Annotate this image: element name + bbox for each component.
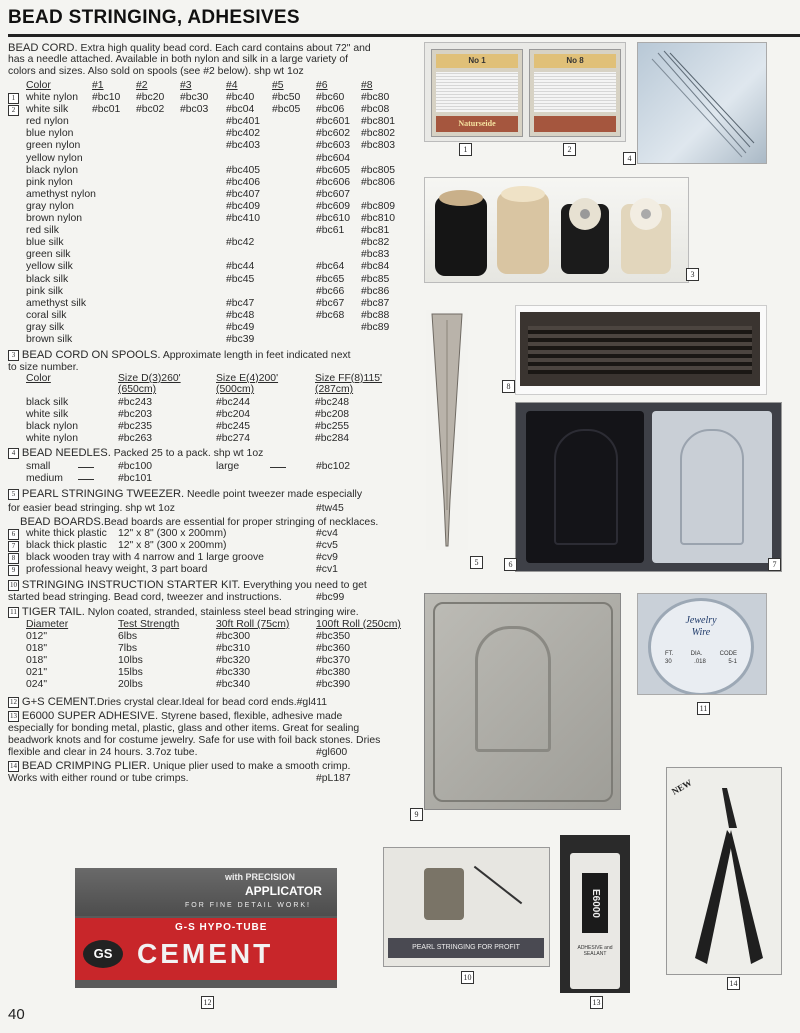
bead-cord-table — [8, 80, 413, 350]
tiger-cell: #bc320 — [216, 655, 251, 666]
cord-code-cell: #bc601 — [316, 116, 351, 128]
tiger-cell: #bc360 — [316, 643, 351, 654]
photo-label-6: 6 — [504, 558, 517, 571]
cord-spools-photo — [424, 177, 689, 283]
cord-code-cell: #bc809 — [361, 200, 396, 212]
board-code-cell: #cv9 — [316, 552, 338, 563]
e6000-desc-2: beadwork knots and for costume jewelry. Safe for use with foil back stones. Dries — [8, 735, 381, 746]
wire-brand-2: Wire — [691, 627, 711, 638]
wire-spec-values — [665, 659, 737, 665]
needle-dash — [78, 467, 94, 468]
plier-code: #pL187 — [316, 773, 351, 784]
white-board-arch — [680, 429, 744, 545]
board-desc-cell: white thick plastic — [26, 528, 107, 539]
bead-cord-desc-1: Extra high quality bead cord. Each card contains about 72" and — [77, 43, 371, 54]
spool-col-header: Color — [26, 373, 51, 384]
cord-code-cell: #bc87 — [361, 297, 390, 309]
wire-col-code: CODE — [719, 651, 737, 657]
cement-desc: Dries crystal clear.Ideal for bead cord ends. — [96, 697, 297, 708]
cord-code-cell: #bc806 — [361, 176, 396, 188]
wire-col-ft: FT. — [665, 651, 674, 657]
photo-label-5: 5 — [470, 556, 483, 569]
black-bead-board — [526, 411, 644, 563]
cord-code-cell: #bc68 — [316, 309, 345, 321]
spool-color-cell: white nylon — [26, 433, 78, 444]
spools-illustration — [425, 178, 688, 282]
cord-col-header: Color — [26, 80, 51, 91]
tiger-table — [8, 619, 413, 693]
black-board-arch — [554, 429, 618, 545]
e6000-tube-sub: ADHESIVE and SEALANT — [577, 945, 613, 957]
photo-label-8: 8 — [502, 380, 515, 393]
photo-label-7: 7 — [768, 558, 781, 571]
spools-heading-line — [8, 349, 351, 362]
cord-code-cell: #bc86 — [361, 285, 390, 297]
cord-code-cell: #bc81 — [361, 225, 390, 237]
cord-color-cell: brown nylon — [26, 213, 83, 224]
e6000-desc-3: flexible and clear in 24 hours. 3.7oz tube. — [8, 747, 198, 758]
wire-val-dia: .018 — [694, 659, 706, 665]
spool-code-cell: #bc248 — [315, 397, 350, 408]
cord-code-cell: #bc609 — [316, 200, 351, 212]
wire-val-code: 5-1 — [728, 659, 737, 665]
board-desc-cell: professional heavy weight, 3 part board — [26, 564, 208, 575]
cord-code-cell: #bc605 — [316, 164, 351, 176]
spool-code-cell: #bc235 — [118, 421, 153, 432]
item-number-11: 11 — [8, 607, 19, 618]
cord-code-cell: #bc83 — [361, 249, 390, 261]
cord-code-cell: #bc42 — [226, 237, 255, 249]
cord-code-cell: #bc47 — [226, 297, 255, 309]
cord-color-cell: blue silk — [26, 237, 64, 249]
cement-heading: G+S CEMENT. — [21, 696, 97, 708]
cord-col-header: #5 — [272, 80, 284, 91]
e6000-heading-line — [8, 710, 342, 723]
photo-label-13: 13 — [590, 996, 603, 1009]
tweezer-heading-line — [8, 488, 362, 501]
bead-cord-desc-2: has a needle attached. Available in both nylon and silk in a large variety of — [8, 54, 349, 65]
needles-heading: BEAD NEEDLES. — [21, 447, 111, 459]
cord-code-cell: #bc06 — [316, 104, 345, 116]
cord-color-cell: white silk — [26, 104, 69, 116]
gs-logo: GS — [83, 940, 123, 968]
crimping-plier-photo — [666, 767, 782, 975]
tiger-cell: #bc390 — [316, 679, 351, 690]
board-desc-cell: black thick plastic — [26, 540, 107, 551]
tiger-tail-spool-photo — [637, 593, 767, 695]
bead-needles-photo — [637, 42, 767, 164]
spools-desc-2: to size number. — [8, 362, 79, 373]
tiger-cell: 024" — [26, 679, 48, 690]
item-number-2: 2 — [8, 105, 19, 116]
needle-code-cell: #bc100 — [118, 461, 153, 472]
tiger-cell: #bc350 — [316, 631, 351, 642]
cord-code-cell: #bc85 — [361, 273, 390, 285]
cord-col-header: #2 — [136, 80, 148, 91]
photo-label-1: 1 — [459, 143, 472, 156]
cord-code-cell: #bc49 — [226, 321, 255, 333]
cord-card-1-thread — [436, 72, 518, 112]
cord-color-cell: white nylon — [26, 92, 78, 103]
item-number-6: 6 — [8, 529, 19, 540]
needle-size-cell: large — [216, 461, 240, 472]
bead-cord-desc-3: colors and sizes. Also sold on spools (see #2 below). shp wt 1oz — [8, 66, 304, 77]
wire-spec-headers — [665, 651, 737, 657]
cement-line — [8, 696, 327, 709]
tiger-col-header: Test Strength — [118, 619, 180, 630]
plier-heading-line — [8, 760, 350, 773]
cord-code-cell: #bc607 — [316, 188, 351, 200]
white-bead-board — [652, 411, 772, 563]
photo-label-12: 12 — [201, 996, 214, 1009]
kit-desc: Everything you need to get — [240, 580, 367, 591]
cord-color-cell: gray nylon — [26, 200, 74, 212]
cord-code-cell: #bc604 — [316, 152, 351, 164]
cord-color-cell: black silk — [26, 273, 69, 285]
tiger-cell: #bc310 — [216, 643, 251, 654]
wire-val-ft: 30 — [665, 659, 672, 665]
cord-code-cell: #bc82 — [361, 237, 390, 249]
cord-color-cell: coral silk — [26, 309, 67, 321]
kit-heading: STRINGING INSTRUCTION STARTER KIT. — [21, 579, 241, 591]
tweezer-heading: PEARL STRINGING TWEEZER. — [21, 488, 185, 500]
cord-code-cell: #bc602 — [316, 128, 351, 140]
cord-code-cell: #bc02 — [136, 104, 165, 116]
cord-code-cell: #bc401 — [226, 116, 261, 128]
cord-code-cell: #bc610 — [316, 213, 351, 224]
tiger-cell: 7lbs — [118, 643, 138, 654]
cord-code-cell: #bc66 — [316, 285, 345, 297]
cord-code-cell: #bc410 — [226, 213, 261, 224]
boards-heading: BEAD BOARDS. — [20, 516, 104, 528]
cord-code-cell: #bc01 — [92, 104, 121, 116]
kit-desc-2: started bead stringing. Bead cord, tweezer and instructions. — [8, 592, 282, 603]
cord-code-cell: #bc39 — [226, 334, 255, 345]
professional-board — [433, 602, 613, 802]
wire-spool — [648, 598, 754, 695]
starter-kit-photo — [383, 847, 550, 967]
cord-code-cell: #bc606 — [316, 176, 351, 188]
e6000-code: #gl600 — [316, 747, 348, 758]
cord-color-cell: amethyst silk — [26, 297, 87, 309]
needle-dash — [78, 479, 94, 480]
tweezer-desc: Needle point tweezer made especially — [184, 489, 363, 500]
e6000-tube — [570, 853, 620, 989]
tiger-cell: 012" — [26, 631, 48, 642]
spool-code-cell: #bc245 — [216, 421, 251, 432]
plier-heading: BEAD CRIMPING PLIER. — [21, 760, 150, 772]
e6000-tube-label: E6000 — [582, 873, 608, 933]
cord-code-cell: #bc403 — [226, 140, 261, 152]
cement-tag-1: with PRECISION — [225, 872, 296, 882]
cement-tag-2: APPLICATOR — [245, 884, 322, 898]
tiger-cell: #bc380 — [316, 667, 351, 678]
cord-code-cell: #bc50 — [272, 92, 301, 103]
cord-code-cell: #bc406 — [226, 176, 261, 188]
cord-code-cell: #bc05 — [272, 104, 301, 116]
photo-label-4: 4 — [623, 152, 636, 165]
photo-label-10: 10 — [461, 971, 474, 984]
cord-code-cell: #bc44 — [226, 261, 255, 273]
cord-color-cell: green nylon — [26, 140, 81, 152]
cord-code-cell: #bc08 — [361, 104, 390, 116]
cement-word: CEMENT — [137, 938, 274, 969]
cord-code-cell: #bc88 — [361, 309, 390, 321]
needles-desc: Packed 25 to a pack. shp wt 1oz — [110, 448, 264, 459]
cord-color-cell: yellow nylon — [26, 152, 83, 164]
plier-illustration — [667, 768, 781, 974]
bead-boards-photo — [515, 402, 782, 572]
needles-illustration — [638, 43, 766, 163]
cord-color-cell: blue nylon — [26, 128, 74, 140]
cord-card-2-band — [534, 116, 616, 132]
kit-tweezer — [474, 866, 523, 905]
tiger-cell: #bc300 — [216, 631, 251, 642]
tiger-heading: TIGER TAIL. — [21, 606, 85, 618]
spool-code-cell: #bc274 — [216, 433, 251, 444]
spool-code-cell: #bc284 — [315, 433, 350, 444]
cord-card-1 — [431, 49, 523, 137]
spools-table — [8, 373, 413, 445]
board-size-cell: 12" x 8" (300 x 200mm) — [118, 540, 227, 551]
kit-card — [424, 868, 464, 920]
tiger-cell: 6lbs — [118, 631, 138, 642]
cord-col-header: #4 — [226, 80, 238, 91]
cord-color-cell: red nylon — [26, 116, 69, 128]
needles-table — [8, 461, 413, 487]
professional-board-photo — [424, 593, 621, 810]
tiger-col-header: 100ft Roll (250cm) — [316, 619, 401, 630]
cord-code-cell: #bc64 — [316, 261, 345, 273]
photo-label-11: 11 — [697, 702, 710, 715]
spool-col-subheader: (287cm) — [315, 384, 354, 395]
item-number-5: 5 — [8, 489, 19, 500]
spool-code-cell: #bc244 — [216, 397, 251, 408]
bead-cord-heading: BEAD CORD. — [8, 42, 78, 54]
tiger-cell: #bc340 — [216, 679, 251, 690]
e6000-heading: E6000 SUPER ADHESIVE. — [21, 710, 159, 722]
spool-col-header: Size E(4)200' — [216, 373, 279, 384]
tiger-cell: 10lbs — [118, 655, 143, 666]
spool-code-cell: #bc208 — [315, 409, 350, 420]
kit-code: #bc99 — [316, 592, 345, 603]
cord-code-cell: #bc03 — [180, 104, 209, 116]
spool-col-header: Size D(3)260' — [118, 373, 181, 384]
cord-card-1-brand: Naturseide — [436, 116, 518, 132]
boards-table — [8, 528, 413, 578]
cord-code-cell: #bc89 — [361, 321, 390, 333]
cord-col-header: #1 — [92, 80, 104, 91]
boards-desc: Bead boards are essential for proper stringing of necklaces. — [103, 517, 379, 528]
professional-board-arch — [475, 626, 551, 752]
spools-heading: BEAD CORD ON SPOOLS. — [21, 349, 161, 361]
kit-label: PEARL STRINGING FOR PROFIT — [388, 938, 544, 958]
tiger-cell: 021" — [26, 667, 48, 678]
cord-color-cell: gray silk — [26, 321, 65, 333]
needle-size-cell: medium — [26, 473, 63, 484]
needle-size-cell: small — [26, 461, 51, 472]
cord-code-cell: #bc30 — [180, 92, 209, 103]
item-number-3: 3 — [8, 350, 19, 361]
wire-col-dia: DIA. — [690, 651, 703, 657]
cord-code-cell: #bc803 — [361, 140, 396, 152]
cord-color-cell: amethyst nylon — [26, 188, 96, 200]
cord-code-cell: #bc802 — [361, 128, 396, 140]
board-code-cell: #cv4 — [316, 528, 338, 539]
spool-code-cell: #bc263 — [118, 433, 153, 444]
item-number-1: 1 — [8, 93, 19, 104]
cord-color-cell: brown silk — [26, 334, 73, 345]
tweezer-illustration — [426, 310, 468, 550]
cord-code-cell: #bc80 — [361, 92, 390, 103]
cord-card-1-size: No 1 — [436, 54, 518, 68]
spool-code-cell: #bc203 — [118, 409, 153, 420]
cement-header — [75, 868, 337, 916]
board-code-cell: #cv1 — [316, 564, 338, 575]
cord-col-header: #8 — [361, 80, 373, 91]
tiger-desc: Nylon coated, stranded, stainless steel bead stringing wire. — [84, 607, 359, 618]
cord-color-cell: pink silk — [26, 285, 63, 297]
tweezer-desc-2: for easier bead stringing. shp wt 1oz — [8, 503, 175, 514]
cord-code-cell: #bc20 — [136, 92, 165, 103]
spool-col-header: Size FF(8)115' — [315, 373, 383, 384]
spool-color-cell: white silk — [26, 409, 69, 420]
item-number-10: 10 — [10, 580, 17, 589]
cord-code-cell: #bc40 — [226, 92, 255, 103]
spool-color-cell: black silk — [26, 397, 69, 408]
tweezer-photo — [426, 310, 468, 550]
spool-code-cell: #bc204 — [216, 409, 251, 420]
item-number-7: 7 — [8, 541, 19, 552]
spool-code-cell: #bc255 — [315, 421, 350, 432]
e6000-desc-1: especially for bonding metal, plastic, glass and other items. Great for sealing — [8, 723, 360, 734]
needle-dash — [270, 467, 286, 468]
cord-code-cell: #bc801 — [361, 116, 396, 128]
cord-color-cell: red silk — [26, 225, 59, 237]
cord-color-cell: yellow silk — [26, 261, 73, 273]
cord-code-cell: #bc805 — [361, 164, 396, 176]
kit-heading-line — [8, 579, 367, 592]
cement-brand: G-S HYPO-TUBE — [175, 922, 268, 933]
cord-code-cell: #bc402 — [226, 128, 261, 140]
tiger-cell: 018" — [26, 643, 48, 654]
cord-code-cell: #bc65 — [316, 273, 345, 285]
page-number: 40 — [8, 1006, 25, 1023]
board-desc-cell: black wooden tray with 4 narrow and 1 large groove — [26, 552, 264, 563]
cord-card-2 — [529, 49, 621, 137]
needles-heading-line — [8, 447, 263, 460]
needle-code-cell: #bc101 — [118, 473, 153, 484]
cord-card-2-thread — [534, 72, 616, 112]
cord-code-cell: #bc04 — [226, 104, 255, 116]
cord-code-cell: #bc409 — [226, 200, 261, 212]
cement-tag-3: FOR FINE DETAIL WORK! — [185, 902, 312, 909]
board-size-cell: 12" x 8" (300 x 200mm) — [118, 528, 227, 539]
cord-code-cell: #bc810 — [361, 213, 396, 224]
cord-code-cell: #bc45 — [226, 273, 255, 285]
cord-code-cell: #bc405 — [226, 164, 261, 176]
cord-color-cell: black nylon — [26, 164, 78, 176]
page-title: BEAD STRINGING, ADHESIVES — [8, 7, 300, 28]
title-rule — [8, 34, 800, 37]
new-badge: NEW — [669, 777, 694, 797]
gs-cement-photo — [75, 868, 337, 988]
wooden-tray-photo — [515, 305, 767, 395]
tiger-col-header: 30ft Roll (75cm) — [216, 619, 290, 630]
cement-code: #gl411 — [296, 697, 328, 708]
spool-color-cell: black nylon — [26, 421, 78, 432]
cord-code-cell: #bc48 — [226, 309, 255, 321]
item-number-8: 8 — [8, 553, 19, 564]
item-number-9: 9 — [8, 565, 19, 576]
plier-desc: Unique plier used to make a smooth crimp. — [149, 761, 351, 772]
spool-code-cell: #bc243 — [118, 397, 153, 408]
item-number-14: 14 — [10, 761, 17, 770]
wooden-tray — [520, 312, 760, 386]
item-number-4: 4 — [8, 448, 19, 459]
spool-col-subheader: (500cm) — [216, 384, 255, 395]
spools-desc: Approximate length in feet indicated next — [160, 350, 351, 361]
tweezer-code: #tw45 — [316, 503, 344, 514]
cord-code-cell: #bc603 — [316, 140, 351, 152]
cord-card-2-size: No 8 — [534, 54, 616, 68]
cement-tube-box — [75, 918, 337, 980]
tiger-heading-line — [8, 606, 359, 619]
wire-brand-1: Jewelry — [685, 615, 717, 626]
cord-color-cell: pink nylon — [26, 176, 73, 188]
tiger-cell: #bc370 — [316, 655, 351, 666]
photo-label-14: 14 — [727, 977, 740, 990]
cord-code-cell: #bc60 — [316, 92, 345, 103]
cord-col-header: #3 — [180, 80, 192, 91]
tray-grooves — [528, 326, 752, 374]
photo-label-3: 3 — [686, 268, 699, 281]
cord-code-cell: #bc61 — [316, 225, 345, 237]
tiger-cell: #bc330 — [216, 667, 251, 678]
tiger-cell: 018" — [26, 655, 48, 666]
item-number-13: 13 — [10, 711, 17, 720]
board-code-cell: #cv5 — [316, 540, 338, 551]
e6000-photo — [560, 835, 630, 993]
photo-label-9: 9 — [410, 808, 423, 821]
cord-col-header: #6 — [316, 80, 328, 91]
plier-desc-2: Works with either round or tube crimps. — [8, 773, 189, 784]
cord-code-cell: #bc84 — [361, 261, 390, 273]
tiger-cell: 15lbs — [118, 667, 143, 678]
spool-col-subheader: (650cm) — [118, 384, 157, 395]
cord-color-cell: green silk — [26, 249, 71, 261]
photo-label-2: 2 — [563, 143, 576, 156]
product-text-column — [8, 42, 413, 792]
cord-code-cell: #bc10 — [92, 92, 121, 103]
needle-code-cell: #bc102 — [316, 461, 351, 472]
cord-code-cell: #bc407 — [226, 188, 261, 200]
bead-cord-cards-photo — [424, 42, 626, 142]
tiger-col-header: Diameter — [26, 619, 69, 630]
e6000-desc: Styrene based, flexible, adhesive made — [158, 711, 343, 722]
tiger-cell: 20lbs — [118, 679, 143, 690]
cord-code-cell: #bc67 — [316, 297, 345, 309]
item-number-12: 12 — [10, 697, 17, 706]
